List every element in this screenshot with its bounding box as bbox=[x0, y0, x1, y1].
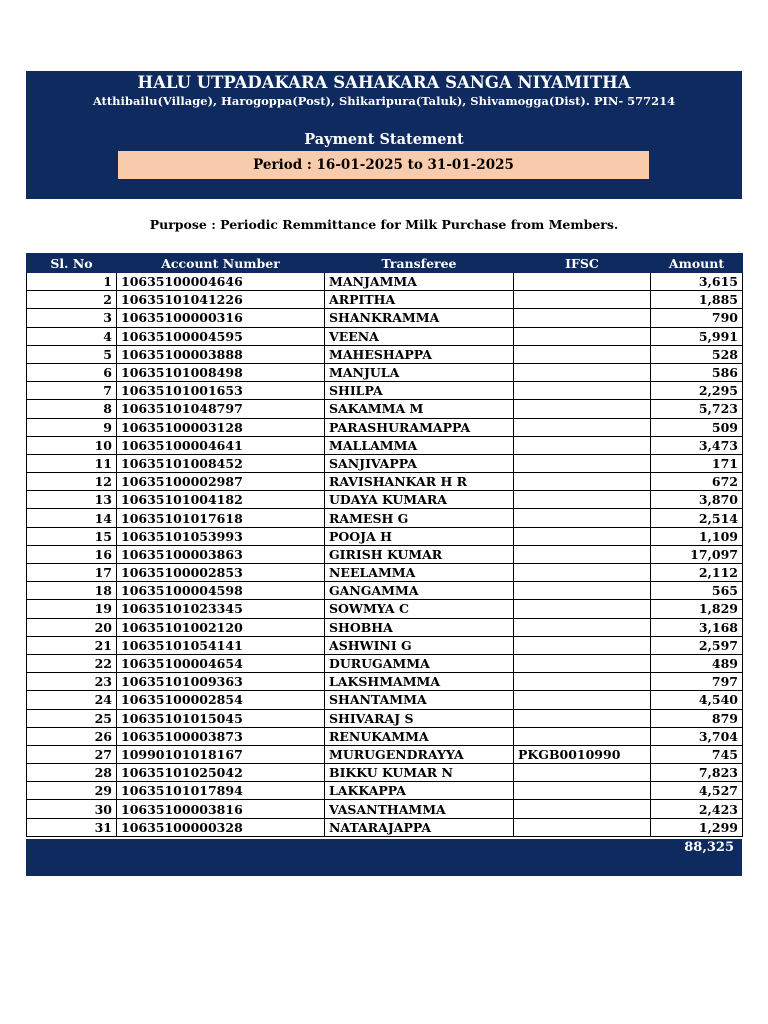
row-transferee: ASHWINI G bbox=[325, 636, 514, 654]
table-row bbox=[27, 654, 743, 672]
row-amount: 1,885 bbox=[651, 291, 743, 309]
row-account-number: 10635101008498 bbox=[117, 363, 325, 381]
column-header-sl-no: Sl. No bbox=[27, 254, 117, 273]
row-transferee: RENUKAMMA bbox=[325, 727, 514, 745]
table-row bbox=[27, 600, 743, 618]
row-account-number: 10635101002120 bbox=[117, 618, 325, 636]
table-row bbox=[27, 327, 743, 345]
total-amount: 88,325 bbox=[684, 840, 734, 855]
row-transferee: SOWMYA C bbox=[325, 600, 514, 618]
row-transferee: MAHESHAPPA bbox=[325, 345, 514, 363]
row-account-number: 10635100003873 bbox=[117, 727, 325, 745]
row-transferee: PARASHURAMAPPA bbox=[325, 418, 514, 436]
row-amount: 489 bbox=[651, 654, 743, 672]
row-transferee: MURUGENDRAYYA bbox=[325, 745, 514, 763]
row-sl-no: 3 bbox=[27, 309, 117, 327]
row-amount: 2,112 bbox=[651, 564, 743, 582]
row-account-number: 10635100004646 bbox=[117, 273, 325, 291]
row-account-number: 10635101015045 bbox=[117, 709, 325, 727]
row-ifsc bbox=[514, 691, 651, 709]
row-ifsc bbox=[514, 400, 651, 418]
row-transferee: RAMESH G bbox=[325, 509, 514, 527]
row-transferee: SHIVARAJ S bbox=[325, 709, 514, 727]
row-ifsc bbox=[514, 564, 651, 582]
row-ifsc bbox=[514, 673, 651, 691]
table-row bbox=[27, 636, 743, 654]
row-ifsc bbox=[514, 727, 651, 745]
table-row bbox=[27, 273, 743, 291]
table-row bbox=[27, 509, 743, 527]
table-row bbox=[27, 400, 743, 418]
row-account-number: 10635101048797 bbox=[117, 400, 325, 418]
row-amount: 1,829 bbox=[651, 600, 743, 618]
column-header-ifsc: IFSC bbox=[514, 254, 651, 273]
row-amount: 1,109 bbox=[651, 527, 743, 545]
row-account-number: 10635100004641 bbox=[117, 436, 325, 454]
row-amount: 5,991 bbox=[651, 327, 743, 345]
row-account-number: 10635100003816 bbox=[117, 800, 325, 818]
row-sl-no: 18 bbox=[27, 582, 117, 600]
table-row bbox=[27, 473, 743, 491]
row-amount: 17,097 bbox=[651, 545, 743, 563]
row-sl-no: 17 bbox=[27, 564, 117, 582]
row-account-number: 10635101053993 bbox=[117, 527, 325, 545]
row-sl-no: 9 bbox=[27, 418, 117, 436]
table-row bbox=[27, 745, 743, 763]
row-amount: 2,597 bbox=[651, 636, 743, 654]
row-sl-no: 21 bbox=[27, 636, 117, 654]
row-sl-no: 4 bbox=[27, 327, 117, 345]
row-sl-no: 31 bbox=[27, 818, 117, 836]
row-amount: 3,168 bbox=[651, 618, 743, 636]
table-row bbox=[27, 709, 743, 727]
row-ifsc bbox=[514, 545, 651, 563]
row-sl-no: 25 bbox=[27, 709, 117, 727]
row-ifsc bbox=[514, 491, 651, 509]
row-amount: 7,823 bbox=[651, 764, 743, 782]
row-sl-no: 26 bbox=[27, 727, 117, 745]
row-sl-no: 20 bbox=[27, 618, 117, 636]
row-transferee: BIKKU KUMAR N bbox=[325, 764, 514, 782]
row-amount: 565 bbox=[651, 582, 743, 600]
row-ifsc bbox=[514, 782, 651, 800]
row-transferee: MANJULA bbox=[325, 363, 514, 381]
row-ifsc bbox=[514, 291, 651, 309]
row-amount: 879 bbox=[651, 709, 743, 727]
row-ifsc bbox=[514, 454, 651, 472]
row-account-number: 10635100004595 bbox=[117, 327, 325, 345]
row-account-number: 10635100000328 bbox=[117, 818, 325, 836]
table-row bbox=[27, 363, 743, 381]
row-account-number: 10990101018167 bbox=[117, 745, 325, 763]
row-amount: 3,615 bbox=[651, 273, 743, 291]
table-row bbox=[27, 382, 743, 400]
row-transferee: RAVISHANKAR H R bbox=[325, 473, 514, 491]
row-ifsc bbox=[514, 527, 651, 545]
table-row bbox=[27, 527, 743, 545]
row-transferee: ARPITHA bbox=[325, 291, 514, 309]
row-account-number: 10635100004598 bbox=[117, 582, 325, 600]
row-sl-no: 16 bbox=[27, 545, 117, 563]
row-account-number: 10635101023345 bbox=[117, 600, 325, 618]
row-transferee: VASANTHAMMA bbox=[325, 800, 514, 818]
row-account-number: 10635101017618 bbox=[117, 509, 325, 527]
row-account-number: 10635100004654 bbox=[117, 654, 325, 672]
row-ifsc bbox=[514, 764, 651, 782]
row-amount: 797 bbox=[651, 673, 743, 691]
row-sl-no: 8 bbox=[27, 400, 117, 418]
organization-name: HALU UTPADAKARA SAHAKARA SANGA NIYAMITHA bbox=[137, 73, 631, 92]
row-ifsc bbox=[514, 818, 651, 836]
row-ifsc bbox=[514, 800, 651, 818]
row-sl-no: 12 bbox=[27, 473, 117, 491]
row-amount: 4,527 bbox=[651, 782, 743, 800]
row-account-number: 10635101025042 bbox=[117, 764, 325, 782]
row-account-number: 10635101054141 bbox=[117, 636, 325, 654]
row-sl-no: 23 bbox=[27, 673, 117, 691]
row-sl-no: 24 bbox=[27, 691, 117, 709]
row-ifsc bbox=[514, 273, 651, 291]
row-ifsc bbox=[514, 345, 651, 363]
row-account-number: 10635100003863 bbox=[117, 545, 325, 563]
row-sl-no: 28 bbox=[27, 764, 117, 782]
row-amount: 3,473 bbox=[651, 436, 743, 454]
row-ifsc bbox=[514, 509, 651, 527]
row-amount: 2,295 bbox=[651, 382, 743, 400]
row-ifsc bbox=[514, 436, 651, 454]
table-row bbox=[27, 291, 743, 309]
row-sl-no: 19 bbox=[27, 600, 117, 618]
row-ifsc bbox=[514, 654, 651, 672]
row-amount: 790 bbox=[651, 309, 743, 327]
row-sl-no: 2 bbox=[27, 291, 117, 309]
table-row bbox=[27, 545, 743, 563]
row-account-number: 10635100000316 bbox=[117, 309, 325, 327]
row-account-number: 10635100003128 bbox=[117, 418, 325, 436]
row-transferee: GIRISH KUMAR bbox=[325, 545, 514, 563]
table-row bbox=[27, 491, 743, 509]
row-amount: 672 bbox=[651, 473, 743, 491]
column-header-account-number: Account Number bbox=[117, 254, 325, 273]
statement-header bbox=[26, 71, 742, 199]
row-account-number: 10635101008452 bbox=[117, 454, 325, 472]
row-transferee: MANJAMMA bbox=[325, 273, 514, 291]
row-transferee: POOJA H bbox=[325, 527, 514, 545]
row-sl-no: 10 bbox=[27, 436, 117, 454]
row-account-number: 10635101004182 bbox=[117, 491, 325, 509]
table-row bbox=[27, 618, 743, 636]
row-amount: 509 bbox=[651, 418, 743, 436]
row-amount: 3,870 bbox=[651, 491, 743, 509]
row-sl-no: 7 bbox=[27, 382, 117, 400]
row-ifsc bbox=[514, 382, 651, 400]
table-row bbox=[27, 673, 743, 691]
row-account-number: 10635101009363 bbox=[117, 673, 325, 691]
row-transferee: SHANTAMMA bbox=[325, 691, 514, 709]
row-account-number: 10635101017894 bbox=[117, 782, 325, 800]
organization-address: Atthibailu(Village), Harogoppa(Post), Shikaripura(Taluk), Shivamogga(Dist). PIN- 577214 bbox=[92, 94, 676, 108]
statement-title: Payment Statement bbox=[304, 131, 464, 148]
row-amount: 586 bbox=[651, 363, 743, 381]
row-transferee: GANGAMMA bbox=[325, 582, 514, 600]
row-sl-no: 11 bbox=[27, 454, 117, 472]
table-body bbox=[27, 273, 743, 837]
row-account-number: 10635100003888 bbox=[117, 345, 325, 363]
row-amount: 2,423 bbox=[651, 800, 743, 818]
table-header-row bbox=[27, 254, 743, 273]
table-row bbox=[27, 454, 743, 472]
row-transferee: DURUGAMMA bbox=[325, 654, 514, 672]
row-sl-no: 5 bbox=[27, 345, 117, 363]
row-sl-no: 15 bbox=[27, 527, 117, 545]
row-account-number: 10635100002853 bbox=[117, 564, 325, 582]
row-transferee: SANJIVAPPA bbox=[325, 454, 514, 472]
totals-footer bbox=[26, 839, 742, 876]
row-amount: 2,514 bbox=[651, 509, 743, 527]
row-ifsc bbox=[514, 636, 651, 654]
row-ifsc bbox=[514, 709, 651, 727]
row-amount: 745 bbox=[651, 745, 743, 763]
table-row bbox=[27, 818, 743, 836]
table-row bbox=[27, 691, 743, 709]
row-transferee: LAKSHMAMMA bbox=[325, 673, 514, 691]
row-amount: 1,299 bbox=[651, 818, 743, 836]
row-sl-no: 14 bbox=[27, 509, 117, 527]
payment-table bbox=[26, 253, 743, 837]
row-ifsc bbox=[514, 582, 651, 600]
row-transferee: SHANKRAMMA bbox=[325, 309, 514, 327]
row-account-number: 10635100002854 bbox=[117, 691, 325, 709]
statement-purpose: Purpose : Periodic Remmittance for Milk Purchase from Members. bbox=[149, 217, 619, 232]
row-transferee: SHOBHA bbox=[325, 618, 514, 636]
table-row bbox=[27, 436, 743, 454]
row-ifsc bbox=[514, 418, 651, 436]
row-sl-no: 1 bbox=[27, 273, 117, 291]
row-sl-no: 29 bbox=[27, 782, 117, 800]
row-sl-no: 22 bbox=[27, 654, 117, 672]
row-amount: 4,540 bbox=[651, 691, 743, 709]
row-ifsc bbox=[514, 618, 651, 636]
row-transferee: NATARAJAPPA bbox=[325, 818, 514, 836]
row-amount: 528 bbox=[651, 345, 743, 363]
row-account-number: 10635100002987 bbox=[117, 473, 325, 491]
column-header-transferee: Transferee bbox=[325, 254, 514, 273]
row-ifsc bbox=[514, 473, 651, 491]
row-ifsc bbox=[514, 363, 651, 381]
row-sl-no: 6 bbox=[27, 363, 117, 381]
row-transferee: NEELAMMA bbox=[325, 564, 514, 582]
row-amount: 3,704 bbox=[651, 727, 743, 745]
column-header-amount: Amount bbox=[651, 254, 743, 273]
row-transferee: UDAYA KUMARA bbox=[325, 491, 514, 509]
row-amount: 171 bbox=[651, 454, 743, 472]
table-row bbox=[27, 727, 743, 745]
table-row bbox=[27, 564, 743, 582]
row-amount: 5,723 bbox=[651, 400, 743, 418]
row-sl-no: 30 bbox=[27, 800, 117, 818]
table-row bbox=[27, 582, 743, 600]
row-ifsc bbox=[514, 327, 651, 345]
row-account-number: 10635101001653 bbox=[117, 382, 325, 400]
row-transferee: SAKAMMA M bbox=[325, 400, 514, 418]
table-row bbox=[27, 418, 743, 436]
table-row bbox=[27, 800, 743, 818]
table-row bbox=[27, 309, 743, 327]
row-transferee: SHILPA bbox=[325, 382, 514, 400]
row-account-number: 10635101041226 bbox=[117, 291, 325, 309]
row-ifsc bbox=[514, 309, 651, 327]
table-row bbox=[27, 782, 743, 800]
table-row bbox=[27, 345, 743, 363]
row-ifsc bbox=[514, 600, 651, 618]
row-transferee: VEENA bbox=[325, 327, 514, 345]
statement-period: Period : 16-01-2025 to 31-01-2025 bbox=[118, 151, 649, 179]
row-transferee: MALLAMMA bbox=[325, 436, 514, 454]
row-sl-no: 27 bbox=[27, 745, 117, 763]
row-ifsc: PKGB0010990 bbox=[514, 745, 651, 763]
row-sl-no: 13 bbox=[27, 491, 117, 509]
row-transferee: LAKKAPPA bbox=[325, 782, 514, 800]
table-row bbox=[27, 764, 743, 782]
